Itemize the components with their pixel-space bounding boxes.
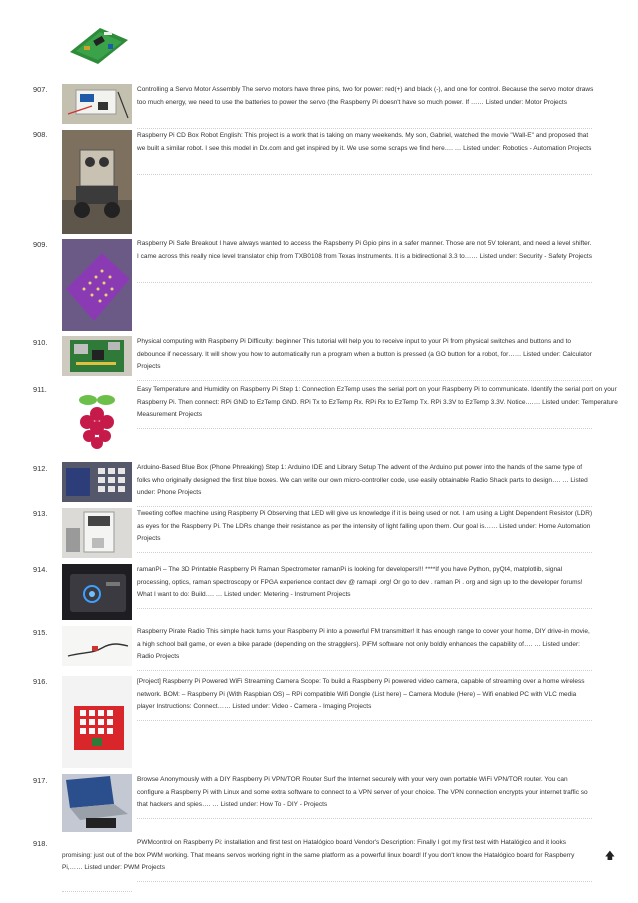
entry-number: 911. [33, 385, 47, 394]
entry-separator [137, 380, 592, 381]
purple-breakout-board-image [62, 239, 132, 331]
breadboard-servo-image [62, 84, 132, 124]
entry-thumbnail[interactable] [62, 462, 132, 502]
entry-separator [137, 881, 592, 882]
entry-number: 913. [33, 509, 48, 518]
entry-separator [137, 506, 592, 507]
entry-thumbnail[interactable] [62, 676, 132, 768]
entry-separator [137, 552, 592, 553]
raspberry-pi-board-image [62, 336, 132, 376]
entry-thumbnail[interactable] [62, 774, 132, 832]
entry-separator [137, 818, 592, 819]
spectrometer-image [62, 564, 132, 620]
entry-text: Controlling a Servo Motor Assembly The servo motors have three pins, two for power: red(+) and black (-), and one for control. Because the servo motor draws too much energy, we need to use the batteries to power the servo (the Raspberry Pi doesn't have so much power. If …… Listed under: Motor Projects [137, 86, 594, 106]
entry-text: Browse Anonymously with a DIY Raspberry Pi VPN/TOR Router Surf the Internet securely with your very own portable WiFi VPN/TOR router. You can configure a Raspberry Pi with Linux and some extra software to connect to a VPN server of your choice. The VPN connection encrypts your internet traffic so that hackers and spies…. … Listed under: How To - DIY - Projects [137, 776, 588, 808]
entry-thumbnail[interactable] [62, 626, 132, 666]
entry-number: 908. [33, 130, 48, 139]
blue-box-keypad-image [62, 462, 132, 502]
entry-text: Raspberry Pi CD Box Robot English: This project is a work that is taking on many weekends. My son, Gabriel, watched the movie "Wall-E" and proposed that we built a similar robot. I see this model in Dx.com and get inspired by it. We use some scraps we find here…. … Listed under: Robotics - Automation Projects [137, 132, 592, 152]
entry-text: [Project] Raspberry Pi Powered WiFi Streaming Camera Scope: To build a Raspberry Pi powered video camera, capable of streaming over a home wireless network. BOM: – Raspberry Pi (With Raspbian OS) – RPi compatible Wifi Dongle (List here) – Camera Module (Here) – Wifi enabled PC with VLC media player Instructions: Connect…… Listed under: Video - Camera - Imaging Projects [137, 678, 585, 710]
entry-thumbnail[interactable] [62, 84, 132, 124]
entry-text: Tweeting coffee machine using Raspberry Pi Observing that LED will give us knowledge if it is being used or not. I am using a Light Dependent Resistor (LDR) as eyes for the Raspberry Pi. The LDRs change their resistance as per the intensity of light falling upon them. Our goal is…… Listed under: Home Automation Projects [137, 510, 593, 542]
entry-separator [137, 174, 592, 175]
entry-separator [137, 128, 592, 129]
entry-number: 907. [33, 85, 48, 94]
laptop-router-image [62, 774, 132, 832]
lego-camera-image [62, 676, 132, 768]
entry-separator [137, 720, 592, 721]
entry-text: Easy Temperature and Humidity on Raspberry Pi Step 1: Connection EzTemp uses the serial port on your Raspberry Pi to communicate. Identify the serial port on your Raspberry Pi. Then connect: RPi GND to EzTemp GND. RPi Tx to EzTemp Rx. RPi Rx to EzTemp Tx. RPi 3.3V to EzTemp 3.3V. Notice.…… Listed under: Temperature Measurement Projects [137, 386, 618, 418]
entry-number: 914. [33, 565, 48, 574]
entry-separator [137, 428, 592, 429]
entry-thumbnail[interactable] [62, 336, 132, 376]
antenna-wire-image [62, 626, 132, 666]
entry-text: Arduino-Based Blue Box (Phone Phreaking) Step 1: Arduino IDE and Library Setup The advent of the Arduino put power into the hands of the same type of folks who originally designed the first blue boxes. We can write our own micro-controller code, use easily obtainable Radio Shack parts to design…. … Listed under: Phone Projects [137, 464, 588, 496]
entry-separator-short [62, 891, 132, 892]
entry-number: 910. [33, 338, 48, 347]
entry-text: Raspberry Pi Safe Breakout I have always wanted to access the Rapsberry Pi Gpio pins in a safer manner. Those are not 5V tolerant, and need a level shifter. I came across this really nice level translator chip from TXB0108 from Texas Instruments. It is a bidirectional 3.3 to…… Listed under: Security - Safety Projects [137, 240, 592, 260]
cd-box-robot-image [62, 130, 132, 234]
up-arrow-icon: 🡅 [604, 851, 615, 862]
entry-number: 918. [33, 839, 48, 848]
entry-number: 916. [33, 677, 48, 686]
entry-text: ramanPi – The 3D Printable Raspberry Pi Raman Spectrometer ramanPi is looking for developers!!! ****If you have Python, pyQt4, matplotlib, signal processing, optics, raman spectroscopy or FPGA experience contact dev @ ramapi .org! Or go to dev . raman Pi . org and sign up to the developer forums! What I want to do: Build…. … Listed under: Metering - Instrument Projects [137, 566, 583, 598]
top-board-image[interactable] [64, 18, 134, 66]
entry-separator [137, 608, 592, 609]
entry-text: PWMcontrol on Raspberry Pi: installation and first test on Hatalógico board Vendor's Description: Finally I got my first test with Hatalógico and it looks promising: just out of the box PWM working. That means servos working right in the same platform as a powerful linux board! If you don't know the Hatalógico board for Raspberry Pi,…… Listed under: PWM Projects [62, 839, 575, 871]
scroll-top-button[interactable] [605, 849, 615, 866]
entry-text: Physical computing with Raspberry Pi Difficulty: beginner This tutorial will help you to receive input to your Pi from physical switches and buttons and to debounce if necessary. It will show you how to automatically run a program when a button is pressed (a GO button for a robot, for…… Listed under: Calculator Projects [137, 338, 592, 370]
circuit-board-icon [64, 18, 134, 66]
entry-number: 912. [33, 464, 48, 473]
raspberry-pi-logo-image [62, 384, 132, 456]
coffee-machine-image [62, 508, 132, 558]
entry-thumbnail[interactable] [62, 130, 132, 234]
entry-text: Raspberry Pirate Radio This simple hack turns your Raspberry Pi into a powerful FM transmitter! It has enough range to cover your home, DIY drive-in movie, a high school ball game, or even a bike parade (depending on the stragglers). PiFM software not only boldly enhances the capability of…. … Listed under: Radio Projects [137, 628, 590, 660]
entry-number: 909. [33, 240, 48, 249]
entry-thumbnail[interactable] [62, 239, 132, 331]
entry-number: 915. [33, 628, 48, 637]
entry-thumbnail[interactable] [62, 508, 132, 558]
entry-number: 917. [33, 776, 48, 785]
entry-thumbnail[interactable] [62, 384, 132, 456]
entry-thumbnail[interactable] [62, 564, 132, 620]
entry-separator [137, 282, 592, 283]
entry-separator [137, 670, 592, 671]
